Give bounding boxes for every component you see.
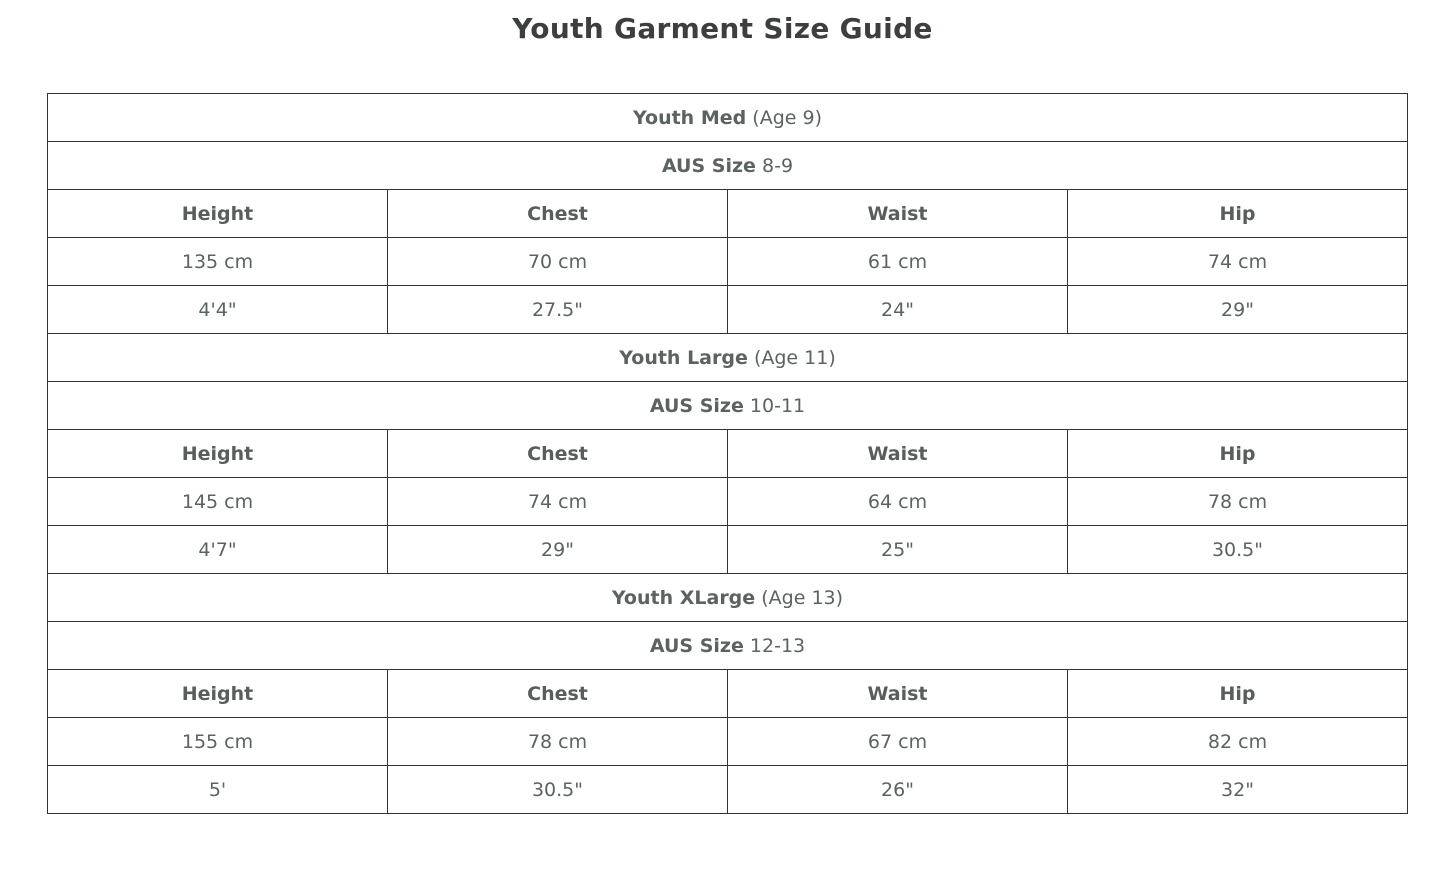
measurement-cell: 32" — [1068, 766, 1408, 814]
measurement-cell: 82 cm — [1068, 718, 1408, 766]
column-header-row — [48, 430, 1408, 478]
measurement-cell: 4'4" — [48, 286, 388, 334]
column-header-waist: Waist — [728, 430, 1068, 478]
aus-size-value: 8-9 — [762, 154, 794, 177]
column-header-height: Height — [48, 430, 388, 478]
column-header-chest: Chest — [388, 670, 728, 718]
measurement-cell: 74 cm — [388, 478, 728, 526]
column-header-waist: Waist — [728, 670, 1068, 718]
metric-row — [48, 718, 1408, 766]
section-title-row — [48, 574, 1408, 622]
measurement-cell: 26" — [728, 766, 1068, 814]
imperial-row — [48, 286, 1408, 334]
section-title-cell — [48, 574, 1408, 622]
imperial-row — [48, 766, 1408, 814]
section-title-row — [48, 94, 1408, 142]
measurement-cell: 24" — [728, 286, 1068, 334]
section-title-cell — [48, 94, 1408, 142]
imperial-row — [48, 526, 1408, 574]
column-header-hip: Hip — [1068, 190, 1408, 238]
measurement-cell: 70 cm — [388, 238, 728, 286]
size-name: Youth Large — [619, 346, 748, 369]
column-header-chest: Chest — [388, 190, 728, 238]
measurement-cell: 4'7" — [48, 526, 388, 574]
aus-size-label: AUS Size — [649, 634, 744, 657]
measurement-cell: 155 cm — [48, 718, 388, 766]
size-age-note: (Age 9) — [752, 106, 822, 129]
size-age-note: (Age 11) — [753, 346, 836, 369]
measurement-cell: 135 cm — [48, 238, 388, 286]
size-name: Youth Med — [633, 106, 747, 129]
aus-size-cell — [48, 142, 1408, 190]
section-title-row — [48, 334, 1408, 382]
page-title: Youth Garment Size Guide — [512, 12, 933, 45]
column-header-chest: Chest — [388, 430, 728, 478]
measurement-cell: 27.5" — [388, 286, 728, 334]
aus-size-value: 12-13 — [749, 634, 806, 657]
section-title-cell — [48, 334, 1408, 382]
measurement-cell: 145 cm — [48, 478, 388, 526]
measurement-cell: 64 cm — [728, 478, 1068, 526]
column-header-hip: Hip — [1068, 430, 1408, 478]
aus-size-label: AUS Size — [649, 394, 744, 417]
column-header-height: Height — [48, 670, 388, 718]
aus-size-cell — [48, 382, 1408, 430]
measurement-cell: 5' — [48, 766, 388, 814]
aus-size-cell — [48, 622, 1408, 670]
size-name: Youth XLarge — [611, 586, 756, 609]
aus-size-row — [48, 142, 1408, 190]
aus-size-row — [48, 382, 1408, 430]
aus-size-row — [48, 622, 1408, 670]
column-header-row — [48, 670, 1408, 718]
measurement-cell: 74 cm — [1068, 238, 1408, 286]
measurement-cell: 67 cm — [728, 718, 1068, 766]
measurement-cell: 30.5" — [1068, 526, 1408, 574]
column-header-height: Height — [48, 190, 388, 238]
column-header-waist: Waist — [728, 190, 1068, 238]
measurement-cell: 78 cm — [1068, 478, 1408, 526]
measurement-cell: 61 cm — [728, 238, 1068, 286]
column-header-row — [48, 190, 1408, 238]
size-age-note: (Age 13) — [761, 586, 844, 609]
measurement-cell: 29" — [1068, 286, 1408, 334]
measurement-cell: 30.5" — [388, 766, 728, 814]
measurement-cell: 29" — [388, 526, 728, 574]
size-guide-table — [47, 93, 1408, 814]
metric-row — [48, 238, 1408, 286]
column-header-hip: Hip — [1068, 670, 1408, 718]
measurement-cell: 78 cm — [388, 718, 728, 766]
measurement-cell: 25" — [728, 526, 1068, 574]
aus-size-label: AUS Size — [661, 154, 756, 177]
metric-row — [48, 478, 1408, 526]
aus-size-value: 10-11 — [749, 394, 806, 417]
